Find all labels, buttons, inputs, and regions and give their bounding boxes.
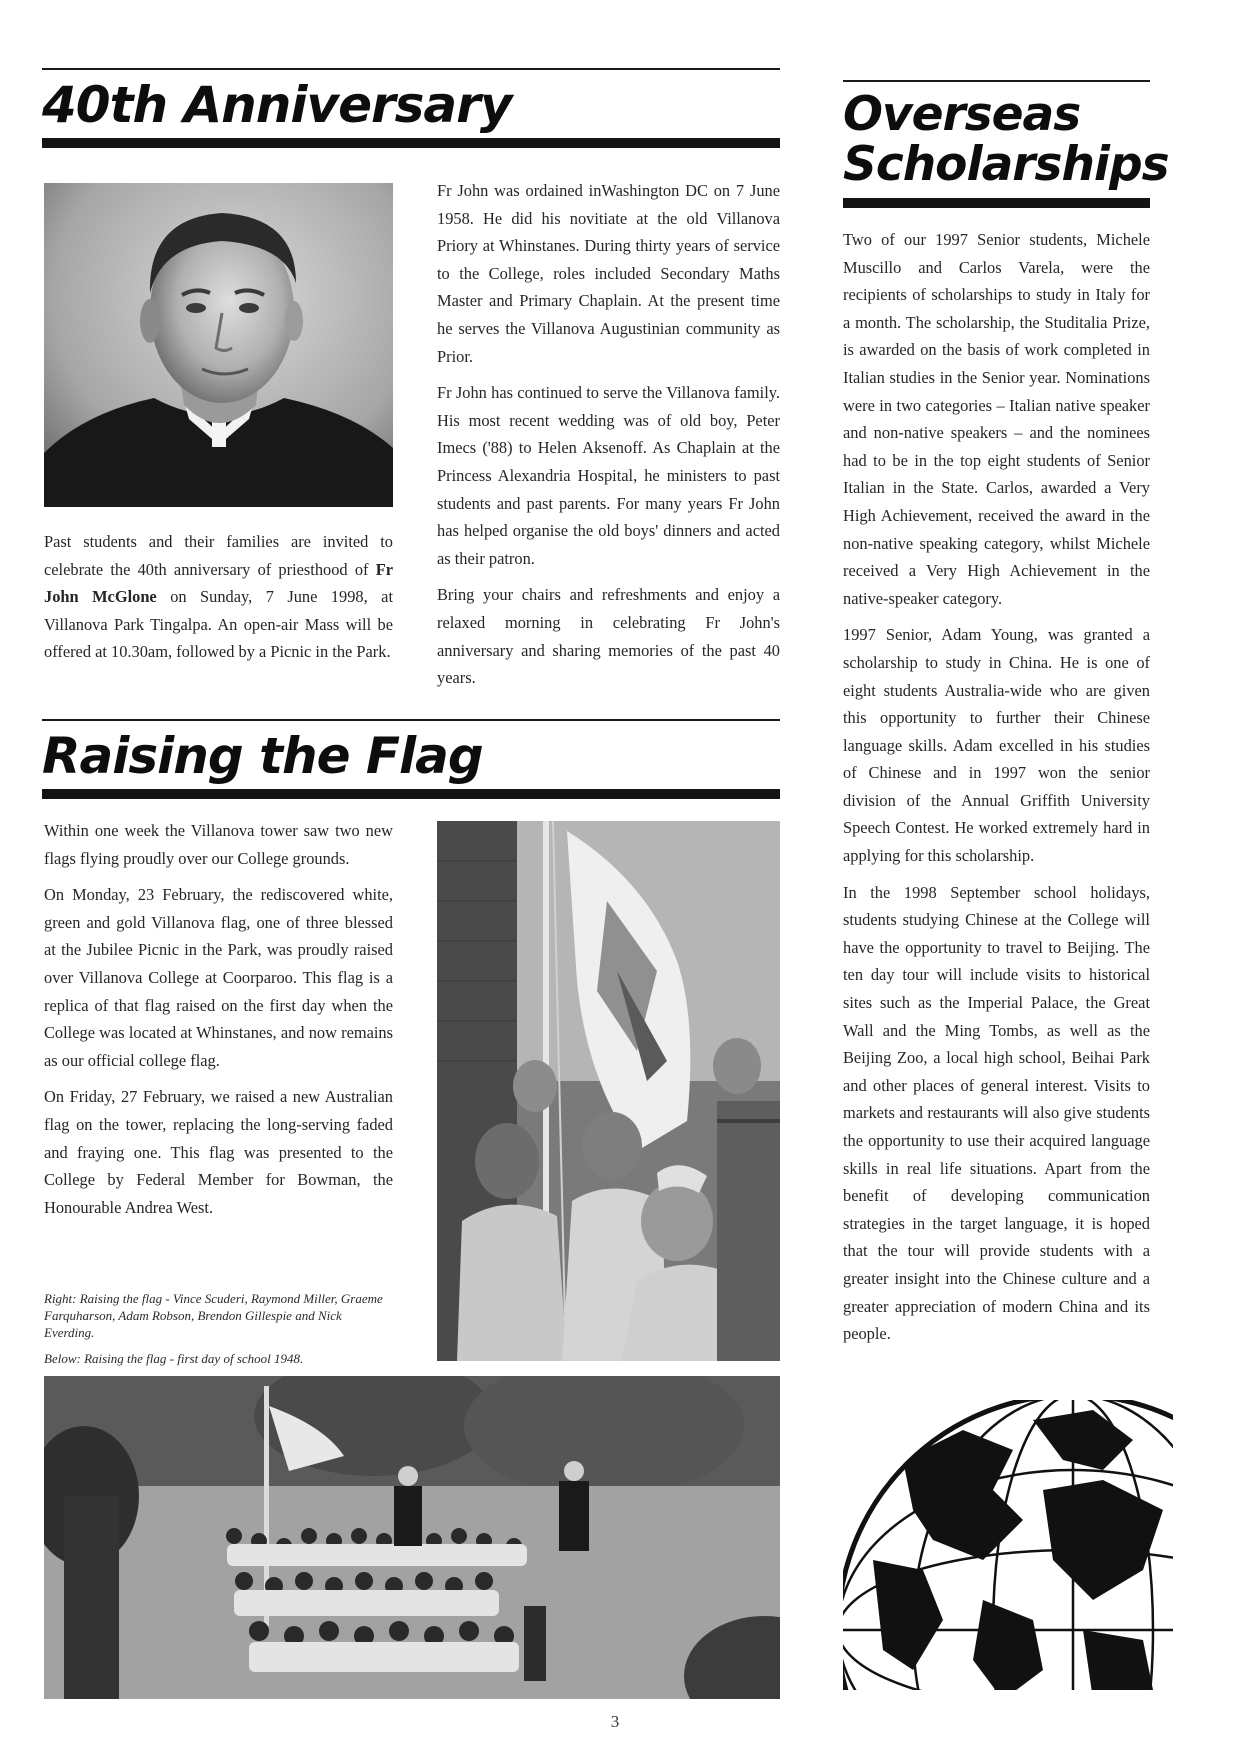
page-number: 3 bbox=[610, 1712, 620, 1731]
anniversary-paragraph-2: Fr John has continued to serve the Villanova family. His most recent wedding was of old boy, Peter Imecs ('88) to Helen Aksenoff. As Chaplain at the Princess Alexandria Hospital, he ministers to past students and past parents. For many years Fr John has helped organise the old boys' dinners and acted as their patron. bbox=[437, 383, 780, 568]
scholarships-title-line-1: Overseas bbox=[843, 87, 1081, 142]
scholarships-text bbox=[843, 226, 1150, 1357]
anniversary-column-2 bbox=[437, 177, 780, 701]
scholarships-paragraph-1: Two of our 1997 Senior students, Michele Muscillo and Carlos Varela, were the recipients of scholarships to study in Italy for a month. The scholarship, the Studitalia Prize, is awarded on the basis of work completed in Italian studies in the Senior year. Nominations were in two categories – Italian native speaker and non-native speakers – and the nominees had to be in the top eight students of Senior Italian in the State. Carlos, awarded a Very High Achievement, received the award in the non-native speaking category, whilst Michele received a Very High Achievement in the native-speaker category. bbox=[843, 230, 1150, 608]
anniversary-paragraph-3: Bring your chairs and refreshments and enjoy a relaxed morning in celebrating Fr John's anniversary and sharing memories of the past 40 years. bbox=[437, 585, 780, 688]
fr-john-portrait-photo bbox=[44, 183, 393, 507]
fr-john-name: Fr John McGlone bbox=[44, 559, 394, 607]
flag-text bbox=[44, 817, 393, 1230]
scholarships-title-line-2: Scholarships bbox=[843, 137, 1169, 192]
flag-paragraph-1: Within one week the Villanova tower saw two new flags flying proudly over our College grounds. bbox=[44, 821, 393, 868]
flag-raising-photo bbox=[437, 821, 780, 1361]
anniversary-intro-after: on Sunday, 7 June 1998, at Villanova Park Tingalpa. An open-air Mass will be offered at 10.30am, followed by a Picnic in the Park. bbox=[44, 587, 394, 662]
anniversary-title: 40th Anniversary bbox=[42, 76, 512, 134]
anniversary-intro-before: Past students and their families are invited to celebrate the 40th anniversary of priesthood of bbox=[44, 532, 393, 579]
scholarships-title bbox=[843, 87, 1169, 192]
scholarships-paragraph-2: 1997 Senior, Adam Young, was granted a scholarship to study in China. He is one of eight students Australia-wide who are given this opportunity to further their Chinese language skills. Adam excelled in his studies of Chinese and in 1997 won the senior division of the Annual Griffith University Speech Contest. He worked extremely hard in applying for this scholarship. bbox=[843, 625, 1150, 866]
anniversary-heading-rule bbox=[42, 138, 780, 148]
scholarships-paragraph-3: In the 1998 September school holidays, students studying Chinese at the College will have the opportunity to travel to Beijing. The ten day tour will include visits to historical sites such as the Imperial Palace, the Great Wall and the Ming Tombs, as well as the Beijing Zoo, a local high school, Beihai Park and other places of general interest. Visits to markets and restaurants will also give students the opportunity to use their acquired language skills in real life situations. Apart from the benefit of developing communication strategies in the target language, it is hoped that the tour will provide students with a greater insight into the Chinese culture and a greater appreciation of modern China and its people. bbox=[843, 882, 1150, 1344]
flag-top-rule bbox=[42, 719, 780, 721]
caption-below: Below: Raising the flag - first day of school 1948. bbox=[44, 1351, 304, 1366]
caption-right: Right: Raising the flag - Vince Scuderi, Raymond Miller, Graeme Farquharson, Adam Robson, Brendon Gillespie and Nick Everding. bbox=[44, 1291, 383, 1340]
flag-paragraph-2: On Monday, 23 February, the rediscovered white, green and gold Villanova flag, one of three blessed at the Jubilee Picnic in the Park, was proudly raised over Villanova College at Coorparoo. This flag is a replica of that flag raised on the first day when the College was located at Whinstanes, and now remains as our official college flag. bbox=[44, 885, 393, 1070]
anniversary-top-rule bbox=[42, 68, 780, 70]
scholarships-top-rule bbox=[843, 80, 1150, 82]
scholarships-heading-rule bbox=[843, 198, 1150, 208]
flag-title: Raising the Flag bbox=[42, 727, 483, 785]
flag-heading-rule bbox=[42, 789, 780, 799]
globe-illustration bbox=[843, 1400, 1173, 1690]
flag-captions bbox=[44, 1290, 384, 1376]
flag-paragraph-3: On Friday, 27 February, we raised a new Australian flag on the tower, replacing the long-serving faded and fraying one. This flag was presented to the College by Federal Member for Bowman, the Honourable Andrea West. bbox=[44, 1087, 393, 1217]
first-day-1948-photo bbox=[44, 1376, 780, 1699]
anniversary-paragraph-1: Fr John was ordained inWashington DC on 7 June 1958. He did his novitiate at the old Villanova Priory at Whinstanes. During thirty years of service to the College, roles included Secondary Maths Master and Primary Chaplain. At the present time he serves the Villanova Augustinian community as Prior. bbox=[437, 181, 780, 366]
anniversary-intro bbox=[44, 528, 393, 675]
